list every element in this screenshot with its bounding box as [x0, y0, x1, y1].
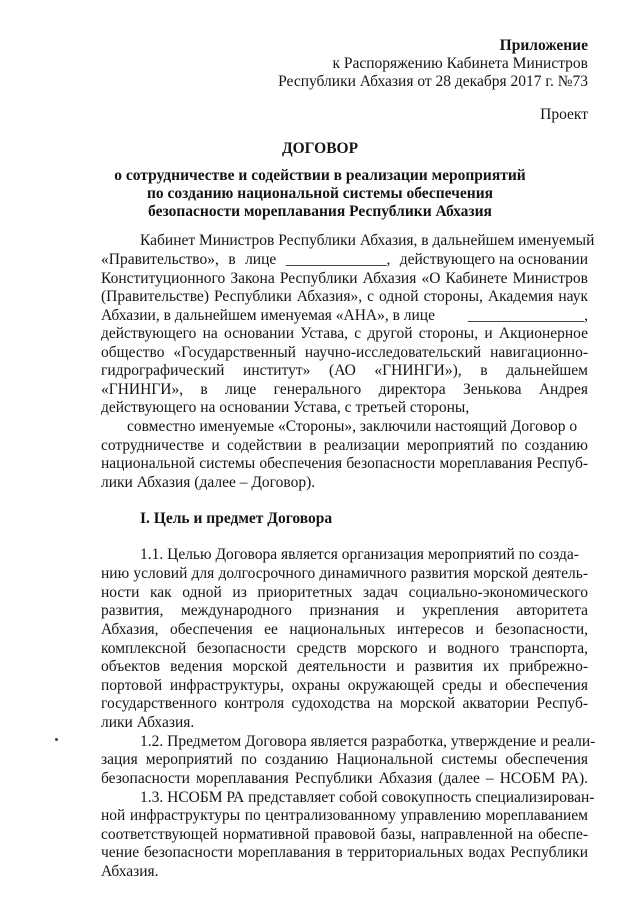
- paragraph-1-2-line: безопасности мореплавания Республики Абхазия (далее – НСОБМ РА).: [101, 770, 588, 787]
- subtitle-line-2: по созданию национальной системы обеспечения: [146, 185, 494, 202]
- paragraph-1-1-line: государственного контроля судоходства на морской акватории Респуб-: [101, 695, 588, 712]
- preamble-line-12: сотрудничестве и содействии в реализации мероприятий по созданию: [101, 437, 588, 454]
- paragraph-1-1-line: нию условий для долгосрочного динамичного развития морской деятель-: [101, 565, 588, 582]
- paragraph-1-3-line: 1.3. НСОБМ РА представляет собой совокупность специализирован-: [140, 789, 595, 806]
- preamble-line-5: [101, 307, 588, 326]
- paragraph-1-1-line: портовой инфраструктуры, охраны окружающей среды и обеспечения: [101, 677, 588, 694]
- paragraph-1-2-line: зация мероприятий по созданию Национальной системы обеспечения: [101, 751, 588, 768]
- preamble-line-6: действующего на основании Устава, с другой стороны, и Акционерное: [101, 325, 588, 342]
- document-title: ДОГОВОР: [281, 140, 359, 157]
- paragraph-1-1-line: объектов ведения морской деятельности и развития их прибрежно-: [101, 658, 588, 675]
- paragraph-1-1-line: комплексной безопасности средств морского и водного транспорта,: [101, 640, 588, 657]
- paragraph-1-1-line: лики Абхазия.: [101, 714, 195, 731]
- paragraph-1-3-line: соответствующей нормативной правовой базы, направленной на обеспе-: [101, 826, 588, 843]
- preamble-line-13: национальной системы обеспечения безопасности мореплавания Респуб-: [101, 455, 588, 472]
- paragraph-1-1-line: развития, международного признания и укрепления авторитета: [101, 602, 588, 619]
- paragraph-1-1-line: 1.1. Целью Договора является организация мероприятий по созда-: [140, 546, 579, 563]
- paragraph-1-3-line: чение безопасности мореплавания в территориальных водах Республики: [101, 844, 588, 861]
- preamble-line-9: «ГНИНГИ», в лице генерального директора Зенькова Андрея: [101, 381, 588, 398]
- preamble-word: лице: [245, 251, 277, 268]
- preamble-line-4: (Правительстве) Республики Абхазия», с одной стороны, Академия наук: [101, 288, 588, 305]
- paragraph-1-1-line: Абхазия, обеспечения ее национальных интересов и безопасности,: [101, 621, 588, 638]
- subtitle-line-1: о сотрудничестве и содействии в реализации мероприятий: [114, 167, 526, 184]
- order-reference-line-2: Республики Абхазия от 28 декабря 2017 г. №73: [278, 73, 588, 90]
- paragraph-1-3-line: Абхазия.: [101, 863, 159, 880]
- appendix-label: Приложение: [499, 37, 588, 54]
- paragraph-1-1-line: ности как одной из приоритетных задач социально-экономического: [101, 584, 588, 601]
- preamble-line-2: [101, 251, 588, 270]
- preamble-line-7: общество «Государственный научно-исследовательский навигационно-: [101, 344, 588, 361]
- preamble-word: действующего на основании: [399, 251, 588, 268]
- section-heading: I. Цель и предмет Договора: [140, 510, 333, 527]
- preamble-government: «Правительство»,: [101, 251, 219, 268]
- preamble-ana: Абхазии, в дальнейшем именуемая «АНА», в лице: [101, 307, 435, 324]
- subtitle-line-3: безопасности мореплавания Республики Абхазия: [148, 203, 492, 220]
- preamble-line-1: Кабинет Министров Республики Абхазия, в дальнейшем именуемый: [140, 232, 595, 249]
- signatory-blank-ana: _______________,: [467, 307, 588, 324]
- preamble-line-14: лики Абхазия (далее – Договор).: [101, 474, 316, 491]
- preamble-line-10: действующего на основании Устава, с третьей стороны,: [101, 399, 470, 416]
- order-reference-line-1: к Распоряжению Кабинета Министров: [332, 55, 588, 72]
- scan-speck: [55, 738, 58, 741]
- preamble-line-3: Конституционного Закона Республики Абхазия «О Кабинете Министров: [101, 270, 588, 287]
- paragraph-1-3-line: ной инфраструктуры по централизованному управлению мореплаванием: [101, 807, 588, 824]
- paragraph-1-2-line: 1.2. Предметом Договора является разработка, утверждение и реали-: [140, 733, 596, 750]
- draft-label: Проект: [540, 106, 588, 123]
- preamble-line-11: совместно именуемые «Стороны», заключили настоящий Договор о: [127, 418, 578, 435]
- preamble-word: в: [228, 251, 236, 268]
- preamble-line-8: гидрографический институт» (АО «ГНИНГИ»), в дальнейшем: [101, 362, 588, 379]
- signatory-blank-government: _____________,: [285, 251, 391, 268]
